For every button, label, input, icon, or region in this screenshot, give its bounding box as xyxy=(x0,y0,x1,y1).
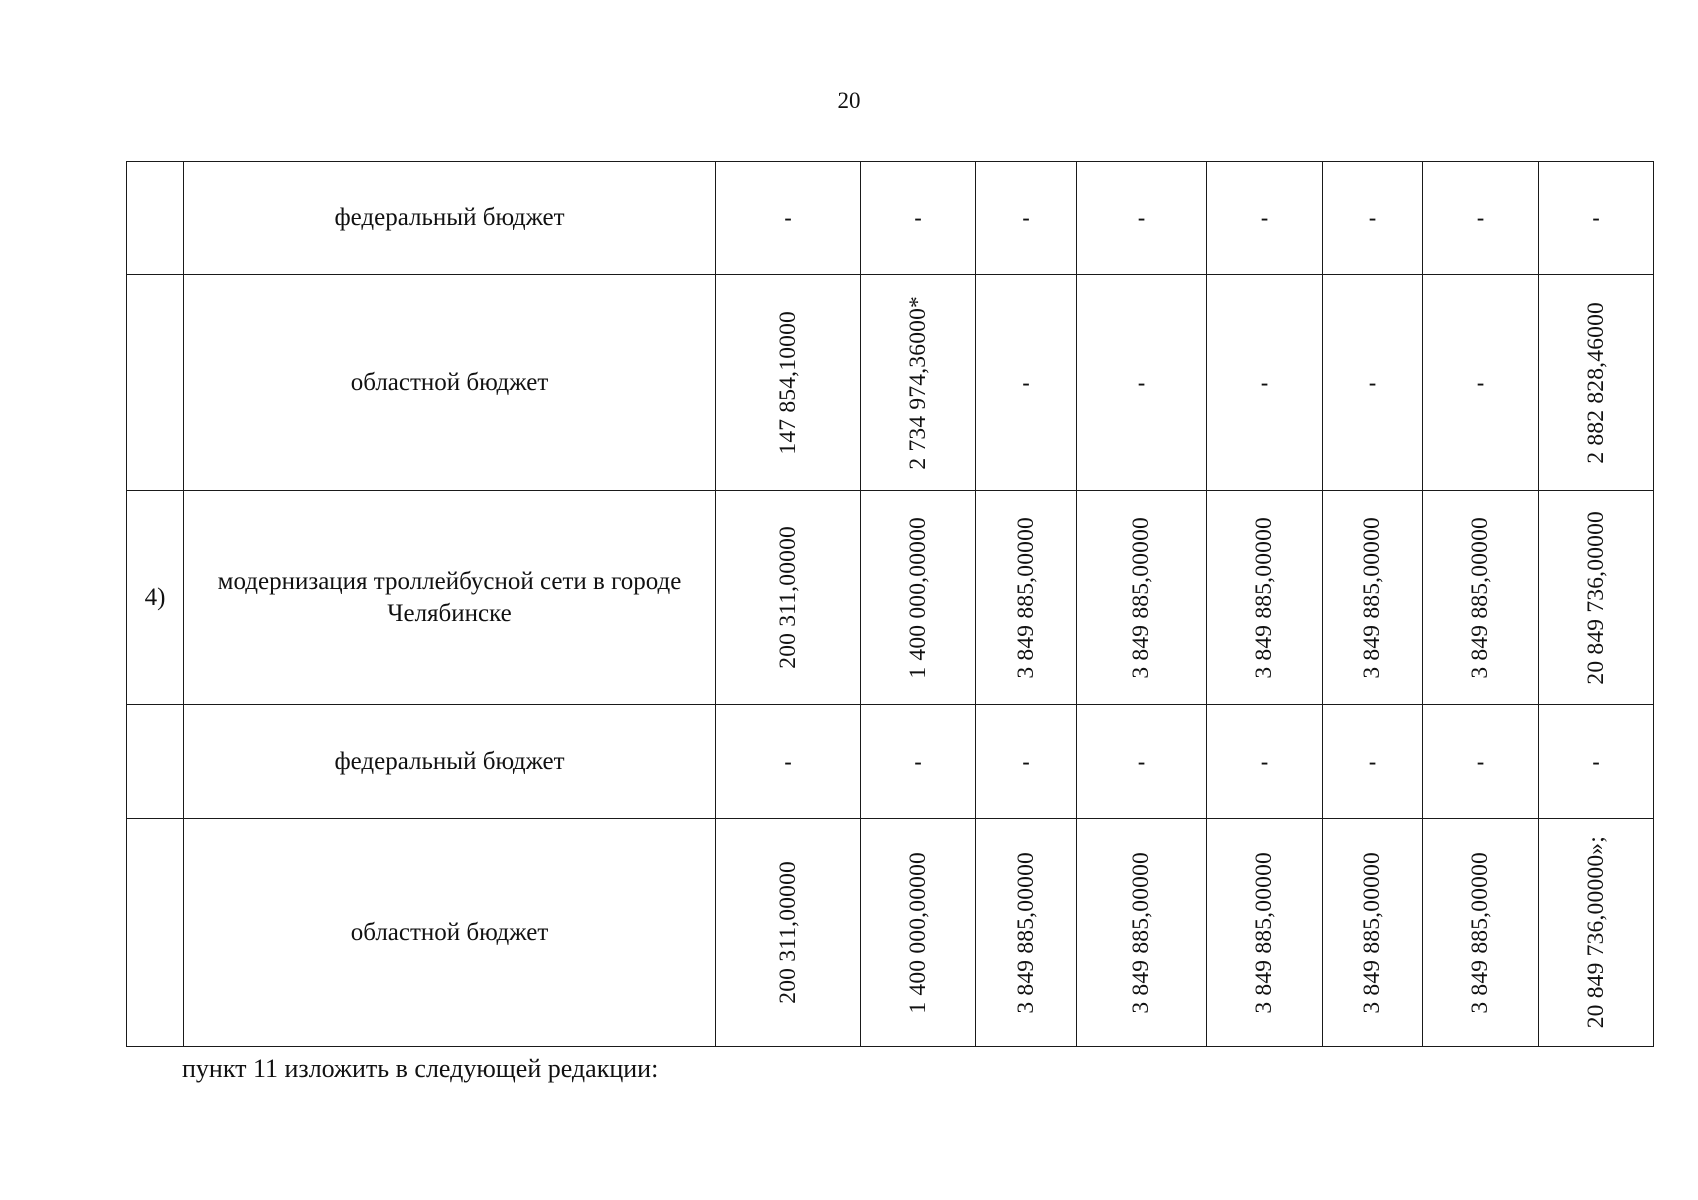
value-cell xyxy=(1423,491,1539,705)
row-number-cell xyxy=(127,162,184,275)
rotated-value: 200 311,00000 xyxy=(774,526,801,669)
dash-value: - xyxy=(1368,369,1377,395)
page-number: 20 xyxy=(837,88,861,113)
value-cell xyxy=(1207,491,1323,705)
rotated-value: 3 849 885,00000 xyxy=(1251,851,1277,1014)
value-cell xyxy=(861,705,976,819)
value-cell xyxy=(1539,819,1654,1047)
dash-value: - xyxy=(1476,369,1485,395)
value-cell xyxy=(1539,491,1654,705)
dash-value: - xyxy=(1592,748,1600,774)
value-cell xyxy=(1539,705,1654,819)
dash-value: - xyxy=(1476,205,1485,230)
value-cell xyxy=(976,819,1077,1047)
rotated-value: 1 400 000,00000 xyxy=(904,516,931,679)
value-cell xyxy=(1323,491,1423,705)
value-cell xyxy=(1323,275,1423,491)
row-number-cell xyxy=(127,705,184,819)
rotated-value: 3 849 885,00000 xyxy=(1467,516,1493,679)
value-cell xyxy=(1323,705,1423,819)
value-cell xyxy=(1323,819,1423,1047)
value-cell xyxy=(1207,162,1323,275)
row-name-cell: областной бюджет xyxy=(184,819,716,1047)
dash-value: - xyxy=(1022,369,1030,395)
value-cell xyxy=(716,705,861,819)
dash-value: - xyxy=(1022,205,1030,230)
value-cell xyxy=(1077,705,1207,819)
row-name-cell: областной бюджет xyxy=(184,275,716,491)
value-cell xyxy=(1423,819,1539,1047)
table-row xyxy=(127,819,1654,1047)
dash-value: - xyxy=(1368,205,1377,230)
value-cell xyxy=(1207,819,1323,1047)
rotated-value: 3 849 885,00000 xyxy=(1128,851,1154,1014)
value-cell xyxy=(976,705,1077,819)
dash-value: - xyxy=(784,205,792,230)
dash-value: - xyxy=(1022,748,1030,774)
table-row xyxy=(127,705,1654,819)
row-number-cell xyxy=(127,819,184,1047)
rotated-value: 3 849 885,00000 xyxy=(1467,851,1493,1014)
row-name-cell: модернизация троллейбусной сети в городе Челябинске xyxy=(184,491,716,705)
value-cell xyxy=(1077,491,1207,705)
budget-table xyxy=(126,161,1654,1047)
value-cell xyxy=(1423,275,1539,491)
dash-value: - xyxy=(784,748,792,774)
value-cell xyxy=(1077,162,1207,275)
value-cell xyxy=(716,819,861,1047)
value-cell xyxy=(1323,162,1423,275)
dash-value: - xyxy=(914,205,922,230)
rotated-value: 3 849 885,00000 xyxy=(1359,851,1385,1014)
dash-value: - xyxy=(1476,748,1485,774)
value-cell xyxy=(716,275,861,491)
dash-value: - xyxy=(1260,369,1269,395)
value-cell xyxy=(1539,162,1654,275)
value-cell xyxy=(1207,275,1323,491)
value-cell xyxy=(1423,162,1539,275)
rotated-value: 2 734 974,36000* xyxy=(904,295,931,470)
rotated-value: 3 849 885,00000 xyxy=(1012,851,1039,1014)
value-cell xyxy=(716,162,861,275)
rotated-value: 20 849 736,00000»; xyxy=(1582,836,1609,1029)
value-cell xyxy=(1207,705,1323,819)
dash-value: - xyxy=(1260,205,1269,230)
rotated-value: 200 311,00000 xyxy=(774,861,801,1004)
dash-value: - xyxy=(1260,748,1269,774)
rotated-value: 3 849 885,00000 xyxy=(1251,516,1277,679)
dash-value: - xyxy=(1137,205,1146,230)
value-cell xyxy=(976,275,1077,491)
value-cell xyxy=(1077,819,1207,1047)
value-cell xyxy=(861,819,976,1047)
value-cell xyxy=(976,162,1077,275)
rotated-value: 20 849 736,00000 xyxy=(1582,510,1609,685)
rotated-value: 2 882 828,46000 xyxy=(1582,301,1609,464)
rotated-value: 3 849 885,00000 xyxy=(1128,516,1154,679)
dash-value: - xyxy=(1137,369,1146,395)
table-row xyxy=(127,275,1654,491)
value-cell xyxy=(861,162,976,275)
row-number-cell xyxy=(127,275,184,491)
row-number-cell: 4) xyxy=(127,491,184,705)
row-name-cell: федеральный бюджет xyxy=(184,705,716,819)
value-cell xyxy=(1423,705,1539,819)
table-row xyxy=(127,491,1654,705)
value-cell xyxy=(716,491,861,705)
dash-value: - xyxy=(1137,748,1146,774)
rotated-value: 3 849 885,00000 xyxy=(1359,516,1385,679)
dash-value: - xyxy=(1368,748,1377,774)
rotated-value: 3 849 885,00000 xyxy=(1012,516,1039,679)
value-cell xyxy=(976,491,1077,705)
row-name-cell: федеральный бюджет xyxy=(184,162,716,275)
rotated-value: 147 854,10000 xyxy=(774,310,801,455)
dash-value: - xyxy=(914,748,922,774)
dash-value: - xyxy=(1592,205,1600,230)
value-cell xyxy=(861,275,976,491)
value-cell xyxy=(1077,275,1207,491)
footer-text: пункт 11 изложить в следующей редакции: xyxy=(182,1054,659,1083)
value-cell xyxy=(1539,275,1654,491)
table-row xyxy=(127,162,1654,275)
value-cell xyxy=(861,491,976,705)
rotated-value: 1 400 000,00000 xyxy=(904,851,931,1014)
